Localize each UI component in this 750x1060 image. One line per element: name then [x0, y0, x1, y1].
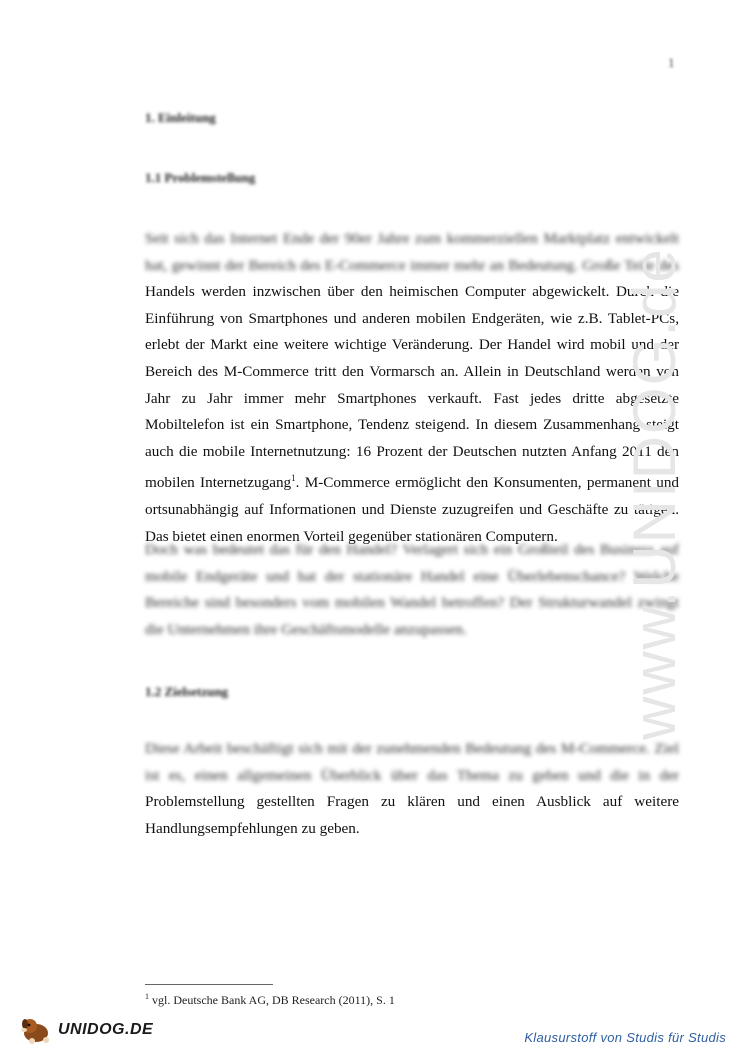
text-line: Mobiltelefon ist ein Smartphone, Tendenz steigend. In diesem Zusammenhang steigt [145, 416, 679, 434]
text-line: Einführung von Smartphones und anderen mobilen Endgeräten, wie z.B. Tablet-PCs, [145, 309, 679, 327]
text-line: Problemstellung gestellten Fragen zu klären und einen Ausblick auf weitere [145, 793, 679, 811]
footnote [145, 992, 395, 1008]
footnote-text: vgl. Deutsche Bank AG, DB Research (2011), S. 1 [149, 993, 395, 1007]
text-line: auch die mobile Internetnutzung: 16 Prozent der Deutschen nutzten Anfang 2011 den [145, 442, 679, 460]
text-line: die Unternehmen ihre Geschäftsmodelle anzupassen. [145, 620, 467, 638]
text-line: Das bietet einen enormen Vorteil gegenüber stationären Computern. [145, 527, 558, 545]
paragraph-blurred-questions [145, 537, 679, 643]
unidog-logo[interactable] [20, 1016, 153, 1044]
watermark: www.UNIDOG.de [621, 247, 688, 740]
footnote-divider [145, 984, 273, 985]
heading-problemstellung: 1.1 Problemstellung [145, 170, 256, 185]
text-line: ortsunabhängig auf Informationen und Dienste zuzugreifen und Geschäfte zu tätigen. [145, 501, 679, 518]
text-line: Bereiche sind besonders vom mobilen Wandel betroffen? Der Strukturwandel zwingt [145, 594, 679, 612]
text-line: ist es, einen allgemeinen Überblick über das Thema zu geben und die in der [145, 766, 679, 784]
paragraph-problemstellung [145, 226, 679, 550]
text-line: mobile Endgeräte und hat der stationäre Handel eine Überlebenschance? Welche [145, 567, 679, 585]
text-line-with-footnote [145, 465, 679, 497]
text-line: hat, gewinnt der Bereich des E-Commerce immer mehr an Bedeutung. Große Teile des [145, 256, 679, 274]
footnote-reference: 1 [291, 473, 296, 484]
text-line: Diese Arbeit beschäftigt sich mit der zunehmenden Bedeutung des M-Commerce. Ziel [145, 740, 679, 757]
footnote-mark: 1 [145, 992, 149, 1001]
heading-einleitung: 1. Einleitung [145, 110, 216, 125]
logo-text: UNIDOG.DE [58, 1021, 154, 1038]
text-line: Handels werden inzwischen über den heimischen Computer abgewickelt. Durch die [145, 283, 679, 301]
slogan: Klausurstoff von Studis für Studis [524, 1030, 726, 1045]
heading-zielsetzung: 1.2 Zielsetzung [145, 684, 229, 699]
paragraph-zielsetzung [145, 736, 679, 842]
text-line: Bereich des M-Commerce tritt den Vormarsch an. Allein in Deutschland werden von [145, 362, 679, 380]
text-line: Seit sich das Internet Ende der 90er Jahre zum kommerziellen Marktplatz entwickelt [145, 230, 679, 247]
text-fragment: mobilen Internetzugang [145, 474, 292, 492]
text-line: Handlungsempfehlungen zu geben. [145, 819, 360, 837]
page-number: 1 [668, 55, 675, 70]
text-fragment: . M-Commerce ermöglicht den Konsumenten, permanent und [295, 474, 679, 492]
text-line: Jahr zu Jahr immer mehr Smartphones verkauft. Fast jedes dritte abgesetzte [145, 389, 679, 407]
text-line: Doch was bedeutet das für den Handel? Verlagert sich ein Großteil des Business auf [145, 541, 679, 558]
text-line: erlebt der Markt eine weitere wichtige Veränderung. Der Handel wird mobil und der [145, 336, 679, 354]
dog-icon [20, 1016, 54, 1044]
